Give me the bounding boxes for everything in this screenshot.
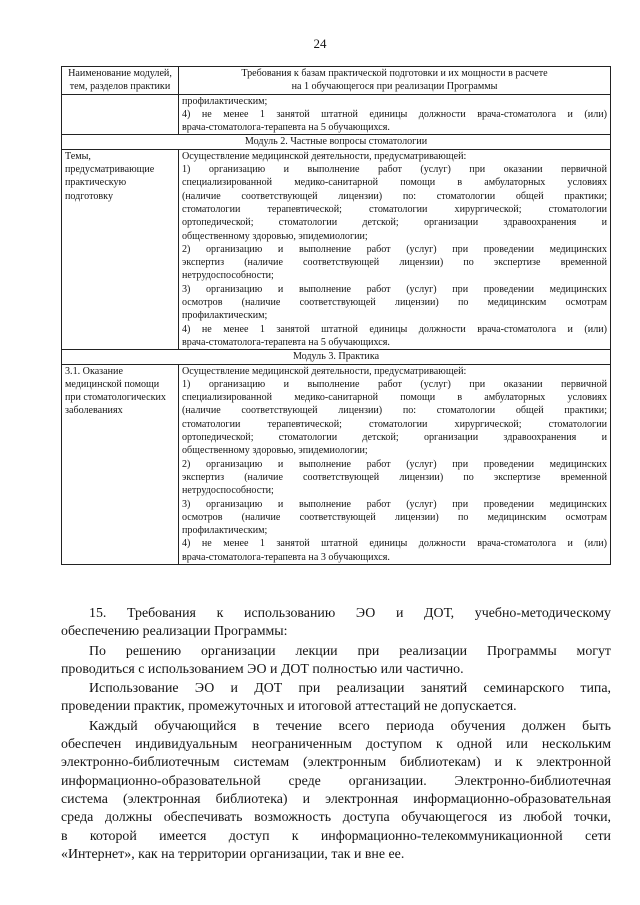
header-requirements-line-1: Требования к базам практической подготовки и их мощности в расчете (241, 68, 548, 79)
requirements-cell-continuation (179, 94, 611, 135)
requirement-line: стоматологии терапевтической; стоматологии хирургической; стоматологии (182, 203, 607, 215)
requirement-line: (наличие соответствующей лицензии) по: стоматологии общей практики; (182, 405, 607, 417)
requirement-line: врача-стоматолога-терапевта на 5 обучающихся. (182, 122, 390, 134)
requirement-line: общественному здоровью, эпидемиологии; (182, 445, 368, 457)
topic-cell-empty (62, 94, 179, 135)
body-line: проведении практик, промежуточных и итоговой аттестаций не допускается. (61, 699, 517, 715)
requirement-line: экспертиз (наличие соответствующей лицензии) по экспертизе временной (182, 257, 607, 269)
table-row-continuation (62, 94, 611, 135)
requirement-line: осмотров (наличие соответствующей лицензии) по медицинским осмотрам (182, 511, 607, 523)
body-line: По решению организации лекции при реализации Программы могут (89, 643, 611, 659)
module-2-topic: Темы, предусматривающие практическую подготовку (62, 149, 179, 349)
body-line: Каждый обучающийся в течение всего периода обучения должен быть (89, 718, 611, 734)
requirement-line: общественному здоровью, эпидемиологии; (182, 230, 368, 242)
requirement-line: профилактическим; (182, 95, 268, 107)
requirement-line: 3) организацию и выполнение работ (услуг) при проведении медицинских (182, 498, 607, 510)
requirement-line: осмотров (наличие соответствующей лицензии) по медицинским осмотрам (182, 297, 607, 309)
requirement-line: ортопедической; стоматологии детской; организации здравоохранения и (182, 217, 607, 229)
body-paragraph (61, 718, 611, 864)
module-3-title-row (62, 350, 611, 364)
body-line: «Интернет», как на территории организации, так и вне ее. (61, 846, 405, 862)
requirement-line: 2) организацию и выполнение работ (услуг) при проведении медицинских (182, 458, 607, 470)
body-line: 15. Требования к использованию ЭО и ДОТ, учебно-методическому (89, 606, 611, 621)
module-3-topic: 3.1. Оказание медицинской помощи при стоматологических заболеваниях (62, 364, 179, 564)
requirement-line: профилактическим; (182, 525, 268, 537)
page-number: 24 (313, 36, 327, 51)
body-paragraph (61, 680, 611, 717)
requirement-line: нетрудоспособности; (182, 485, 274, 497)
body-line: обеспечен индивидуальным неограниченным доступом к одной или нескольким (61, 737, 611, 753)
body-line: информационно-образовательной среде организации. Электронно-библиотечная (61, 773, 611, 789)
requirement-line: 4) не менее 1 занятой штатной единицы должности врача-стоматолога и (или) (182, 538, 607, 550)
requirement-line: профилактическим; (182, 310, 268, 322)
requirement-line: стоматологии терапевтической; стоматологии хирургической; стоматологии (182, 418, 607, 430)
requirement-line: ортопедической; стоматологии детской; организации здравоохранения и (182, 432, 607, 444)
requirement-line: 3) организацию и выполнение работ (услуг) при проведении медицинских (182, 283, 607, 295)
module-2-title-row (62, 135, 611, 149)
requirement-line: 2) организацию и выполнение работ (услуг) при проведении медицинских (182, 243, 607, 255)
body-line: Использование ЭО и ДОТ при реализации занятий семинарского типа, (89, 681, 611, 697)
requirements-cell-module-3 (179, 364, 611, 564)
requirement-line: Осуществление медицинской деятельности, предусматривающей: (182, 365, 467, 377)
header-modules-column: Наименование модулей, тем, разделов практики (62, 67, 179, 95)
requirement-line: экспертиз (наличие соответствующей лицензии) по экспертизе временной (182, 471, 607, 483)
requirement-line: специализированной медико-санитарной помощи в амбулаторных условиях (182, 392, 607, 404)
body-line: обеспечению реализации Программы: (61, 624, 288, 640)
requirement-line: 1) организацию и выполнение работ (услуг) при оказании первичной (182, 378, 607, 390)
requirement-line: нетрудоспособности; (182, 270, 274, 282)
header-requirements-line-2: на 1 обучающегося при реализации Программы (291, 81, 498, 93)
section-15-text (61, 605, 611, 865)
body-line: система (электронная библиотека) и электронная информационно-образовательная (61, 791, 611, 807)
requirement-line: 4) не менее 1 занятой штатной единицы должности врача-стоматолога и (или) (182, 323, 607, 335)
body-line: среда должны обеспечивать возможность доступа обучающегося из любой точки, (61, 810, 611, 826)
requirement-line: 4) не менее 1 занятой штатной единицы должности врача-стоматолога и (или) (182, 108, 607, 120)
requirement-line: 1) организацию и выполнение работ (услуг) при оказании первичной (182, 164, 607, 176)
body-paragraph (61, 605, 611, 642)
body-line: проводиться с использованием ЭО и ДОТ полностью или частично. (61, 661, 464, 677)
requirements-cell-module-2 (179, 149, 611, 349)
requirement-line: (наличие соответствующей лицензии) по: стоматологии общей практики; (182, 190, 607, 202)
module-3-title: Модуль 3. Практика (62, 350, 611, 364)
body-line: электронно-библиотечным системам (электронным библиотекам) и к электронной (61, 755, 611, 771)
requirement-line: специализированной медико-санитарной помощи в амбулаторных условиях (182, 177, 607, 189)
requirement-line: Осуществление медицинской деятельности, предусматривающей: (182, 150, 467, 162)
header-requirements-column (179, 67, 611, 95)
requirement-line: врача-стоматолога-терапевта на 3 обучающихся. (182, 551, 390, 563)
body-paragraph (61, 643, 611, 680)
table-header-row (62, 67, 611, 95)
practice-bases-table (61, 66, 611, 565)
module-2-title: Модуль 2. Частные вопросы стоматологии (62, 135, 611, 149)
requirement-line: врача-стоматолога-терапевта на 5 обучающихся. (182, 336, 390, 348)
body-line: в которой имеется доступ к информационно-телекоммуникационной сети (61, 828, 611, 844)
table-row-module-3 (62, 364, 611, 564)
table-row-module-2 (62, 149, 611, 349)
